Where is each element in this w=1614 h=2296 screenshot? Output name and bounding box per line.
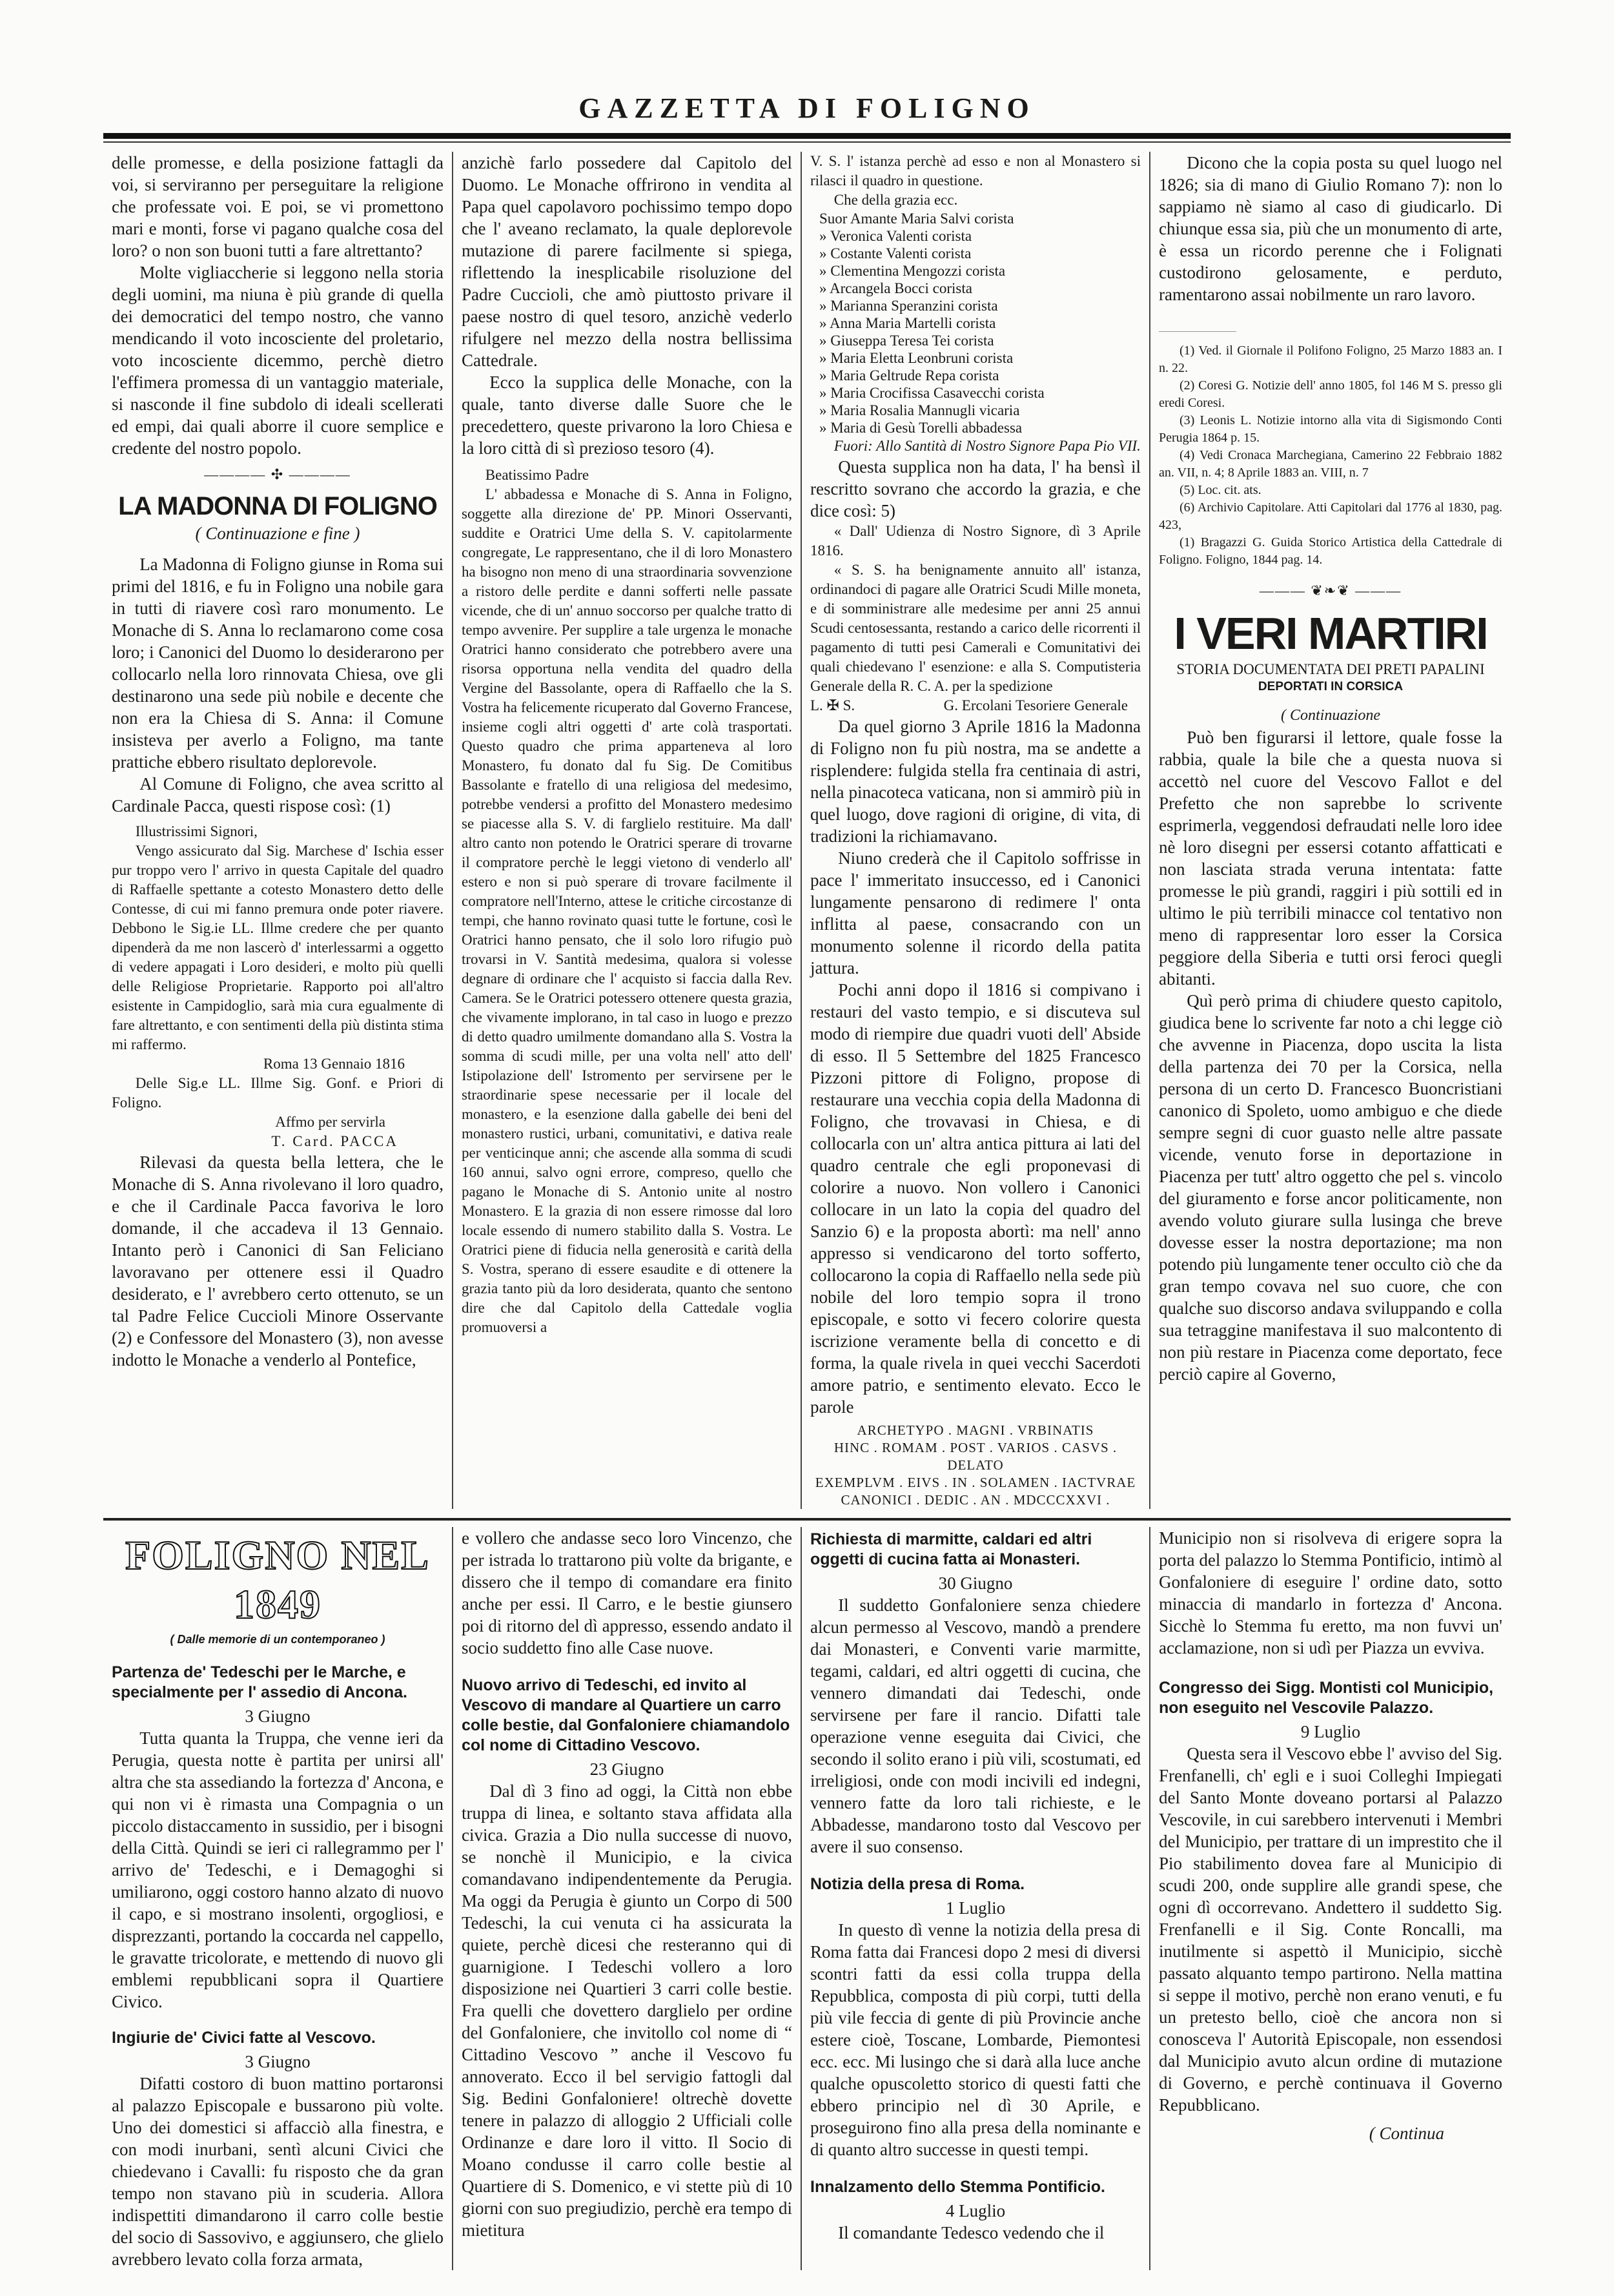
letter-body: Vengo assicurato dal Sig. Marchese d' Ischia esser pur troppo vero l' arrivo in questa Capitale del quadro di Raffaelle spettante a cotesto Monastero detto delle Contesse, di cui mi fanno premura onde poter riavere. Debbono le Sig.ie LL. Illme credere che per quanto dipenderà da me non lascerò d' interlessarmi a oggetto di vedere appagati i Loro desideri, e molto più quelli delle Religiose Proprietarie. Rapporto poi all'altro esistente in Campidoglio, sarà mia cura egualmente di fare altrettanto, e con sentimenti della più distinta stima mi raffermo. [112, 843, 444, 1052]
chronicle-subtitle: ( Dalle memorie di un contemporaneo ) [170, 1633, 385, 1646]
inscription-line: HINC . ROMAM . POST . VARIOS . CASVS . DELATO [833, 1440, 1118, 1473]
lower-section [103, 1527, 1511, 2270]
signatory: » Maria Geltrude Repa corista [819, 367, 999, 384]
section-heading: Notizia della presa di Roma. [810, 1875, 1025, 1893]
section-date: 9 Luglio [1300, 1722, 1361, 1741]
inscription [810, 1422, 1141, 1509]
section-heading: Nuovo arrivo di Tedeschi, ed invito al Vescovo di mandare al Quartiere un carro colle bestie, dal Gonfaloniere chiamandolo col nome di Cittadino Vescovo. [462, 1676, 790, 1754]
letter-signature: T. Card. PACCA [271, 1133, 398, 1149]
section-heading: Innalzamento dello Stemma Pontificio. [810, 2178, 1106, 2196]
masthead-rule-thin [103, 141, 1511, 143]
signatories-list [810, 210, 1141, 436]
masthead-rule [103, 133, 1511, 139]
masthead-title: GAZZETTA DI FOLIGNO [578, 92, 1036, 124]
article-heading: I VERI MARTIRI [1174, 608, 1487, 659]
article-subheading: ( Continuazione e fine ) [195, 524, 360, 543]
paragraph: Rilevasi da questa bella lettera, che le Monache di S. Anna rivolevano il loro quadro, e che il Cardinale Pacca favoriva le loro domande, il che accadeva il 13 Gennaio. Intanto però i Canonici di San Feliciano lavoravano per ottenere essi il Quadro desiderato, e l' avrebbero certo ottenuto, se un tal Padre Felice Cuccioli Minore Osservante (2) e Confessore del Monastero (3), non avesse indotto le Monache a venderlo al Pontefice, [112, 1153, 444, 1369]
letter-salutation: Illustrissimi Signori, [135, 823, 258, 839]
letter-closing: Affmo per servirla [275, 1114, 385, 1130]
section-heading: Partenza de' Tedeschi per le Marche, e specialmente per l' assedio di Ancona. [112, 1663, 407, 1701]
footnote: (1) Bragazzi G. Guida Storico Artistica della Cattedrale di Foligno. Foligno, 1844 pag. 14. [1159, 535, 1502, 567]
signatory: » Maria Rosalia Mannugli vicaria [819, 402, 1020, 418]
signatory: » Maria Crocifissa Casavecchi corista [819, 385, 1045, 401]
upper-section [103, 152, 1511, 1509]
section-date: 3 Giugno [245, 2052, 311, 2071]
rescript-line: « S. S. ha benignamente annuito all' istanza, ordinandoci di pagare alle Oratrici Scudi Mille moneta, e di somministrare alle medesime per anni 25 annui Scudi centosessanta, restando a carico delle ricorrenti il pagamento di tutti pesi Camerali e Comunitativi dei quali chiedevano l' esenzione: e alla S. Computisteria Generale della R. C. A. per la spedizione [810, 562, 1141, 694]
paragraph: Al Comune di Foligno, che avea scritto al Cardinale Pacca, questi rispose così: (1) [112, 774, 444, 815]
signatory: » Veronica Valenti corista [819, 228, 972, 244]
footnote: (2) Coresi G. Notizie dell' anno 1805, fol 146 M S. presso gli eredi Coresi. [1159, 378, 1502, 410]
chronicle-column-3 [801, 1527, 1149, 2270]
paragraph: In questo dì venne la notizia della presa di Roma fatta dai Francesi dopo 2 mesi di diversi scontri fatti da essi colla truppa della Repubblica, composta di più corpi, tutti della più vile feccia di gente di più Provincie anche estere cioè, Toscane, Lombarde, Piemontesi ecc. ecc. Mi lusingo che si darà alla luce anche qualche opuscoletto storico di questi fatti che ebbero principio nel dì 30 Aprile, e proseguirono fino alla presa della nominante e di quanto altro successe in questi tempi. [810, 1920, 1141, 2159]
signatory: » Maria Eletta Leonbruni corista [819, 350, 1014, 366]
article-column-3 [801, 152, 1149, 1509]
article-column-1 [103, 152, 452, 1509]
section-date: 30 Giugno [938, 1573, 1013, 1593]
paragraph: Difatti costoro di buon mattino portaronsi al palazzo Episcopale e bussarono più volte. Uno dei domestici si affacciò alla finestra, e con modi inurbani, sentì alcuni Civici che chiedevano i Cavalli: fu risposto che da gran tempo non stavano più in scuderia. Allora indispettiti dimandarono il carro colle bestie del socio di Sassovivo, e aggiunsero, che glielo avrebbero levato colla forza armata, [112, 2074, 444, 2269]
paragraph: La Madonna di Foligno giunse in Roma sui primi del 1816, e fu in Foligno una nobile gara in tutti di riavere così raro monumento. Le Monache di S. Anna lo reclamarono come cosa loro; i Canonici del Duomo lo desiderarono per collocarlo nella loro rinnovata Chiesa, ove gli destinarono una sede più nobile e decente che non era la Chiesa di S. Anna: il Comune insisteva per averlo a Foligno, ma tante prattiche ebbero risultato deplorevole. [112, 555, 444, 772]
petition-body: L' abbadessa e Monache di S. Anna in Foligno, soggette alla direzione de' PP. Minori Osservanti, suddite e Oratrici Ume della S. V. capitolarmente congregate, Le rappresentano, che il di loro Monastero ha bisogno non meno di una straordinaria sovvenzione a ristoro delle perdite e danni sofferti nelle passate vicende, che di un' annuo soccorso per qualche tratto di tempo avvenire. Per supplire a tale urgenza le monache Oratrici hanno considerato che potrebbero avere una risorsa opportuna nella vendita del quadro della Vergine del Bassolante, opera di Raffaello che la S. Vostra ha felicemente ricuperato dal Governo Francese, insieme cogli altri oggetti d' arte colà trasportati. Questo quadro che prima apparteneva al loro Monastero, fu donato dal fu Sig. De Comitibus Bassolante e fratello di una religiosa del medesimo, potrebbe vendersi a profitto del Monastero medesimo se piacesse alla S. V. di farglielo restituire. Ma dall' altro canto non potendo le Oratrici sperare di trovarne il compratore perchè le leggi vietono di venderlo all' estero e non si può sperare di trovare facilmente il compratore nell'Interno, attese le critiche circostanze di tempi, che hanno rovinato quasi tutte le fortune, così le Oratrici hanno pensato, che il solo loro rifugio può trovarsi in V. Santità medesima, qualora si volesse degnare di ordinare che l' acquisto si faccia dalla Rev. Camera. Se le Oratrici potessero ottenere questa grazia, che vivamente implorano, in tal caso in luogo e prezzo di detto quadro umilmente domandano alla S. Vostra la somma di scudi mille, per una volta nell' atto dell' Istipolazione dell' Istromento per servirsene per le straordinarie spese necessarie per il locale del monastero, e la esenzione dalla gabelle dei beni del monastero rustici, urbani, comunitativi, e dativa reale per venticinque anni; che ascende alla somma di scudi 160 annui, salvo ogni errore, compreso, quello che pagano le Monache di S. Antonio unite al nostro Monastero. E la grazia di non essere rimosse dal loro locale essendo di numero stabilito dalla S. Vostra. Le Oratrici piene di fiducia nella generosità e carità della S. Vostra, sperano di essere esaudite e di ottenere la grazia tanto più da loro desiderata, quanto che sentono dire che dal Capitolo della Cattedale voglia promuoversi a [462, 486, 792, 1335]
ornament-divider: ———— ✣ ———— [204, 466, 351, 482]
chronicle-column-2 [452, 1527, 801, 2270]
section-date: 23 Giugno [589, 1759, 664, 1779]
inscription-line: ARCHETYPO . MAGNI . VRBINATIS [857, 1422, 1094, 1438]
petition-end: V. S. l' istanza perchè ad esso e non al Monastero si rilasci il quadro in questione. [810, 153, 1141, 189]
paragraph: anzichè farlo possedere dal Capitolo del Duomo. Le Monache offrirono in vendita al Papa quel capolavoro pochissimo tempo dopo che l' aveano reclamato, la quale deplorevole mutazione di parere facilmente si spiega, riflettendo la inesplicabile risoluzione del Padre Cuccioli, che amò piuttosto privare il paese nostro di quel tesoro, anzichè vederlo rifulgere nel mezzo della nostra bellissima Cattedrale. [462, 153, 792, 370]
paragraph: e vollero che andasse seco loro Vincenzo, che per istrada lo trattarono più volte da brigante, e dissero che il tempo di comandare era finito anche per essi. Il Carro, e le bestie giunsero poi di ritorno del dì appresso, essendo andato il socio suddetto fino alle Case nuove. [462, 1528, 792, 1657]
chronicle-column-1 [103, 1527, 452, 2270]
continued-note: ( Continua [1369, 2124, 1444, 2143]
paragraph: Dicono che la copia posta su quel luogo nel 1826; sia di mano di Giulio Romano 7): non lo sappiamo nè siamo al caso di giudicarlo. Di chiunque essa sia, più che un monumento di arte, è essa un ricordo perenne che i Folignati custodirono gelosamente, e perduto, ramentarono assai nobilmente un raro lavoro. [1159, 153, 1502, 304]
letter-address: Delle Sig.e LL. Illme Sig. Gonf. e Priori di Foligno. [112, 1075, 444, 1111]
inscription-line: EXEMPLVM . EIVS . IN . SOLAMEN . IACTVRAE [815, 1475, 1136, 1490]
footnote: (3) Leonis L. Notizie intorno alla vita di Sigismondo Conti Perugia 1864 p. 15. [1159, 413, 1502, 445]
paragraph: Ecco la supplica delle Monache, con la quale, tanto diverse dalle Suore che le precedettero, queste privarono la loro Chiesa e la loro città di sì prezioso tesoro (4). [462, 373, 792, 458]
footnote: (1) Ved. il Giornale il Polifono Foligno, 25 Marzo 1883 an. I n. 22. [1159, 343, 1502, 375]
section-heading: Richiesta di marmitte, caldari ed altri oggetti di cucina fatta ai Monasteri. [810, 1530, 1092, 1568]
section-date: 1 Luglio [945, 1898, 1006, 1918]
paragraph: Questa sera il Vescovo ebbe l' avviso del Sig. Frenfanelli, ch' egli e i suoi Colleghi Impiegati del Santo Monte doveano portarsi al Palazzo Vescovile, in cui sarebbero intervenuti i Membri del Municipio, per trattare di un imprestito che il Pio stabilimento dovea fare al Municipio di scudi 200, onde supplire alle grandi spese, che ogni dì occorrevano. Andettero il suddetto Sig. Frenfanelli e il Sig. Conte Roncalli, ma inutilmente si aspettò il Municipio, sicchè passato alquanto tempo partirono. Nella mattina si seppe il motivo, perchè non erano venuti, e fu un pretesto bello, cioè che ancora non si conosceva l' Autorità Episcopale, non essendosi dal Municipio avuto alcun ordine di mutazione di Governo, e perchè continuava il Governo Repubblicano. [1159, 1744, 1502, 2115]
paragraph: Da quel giorno 3 Aprile 1816 la Madonna di Foligno non fu più nostra, ma se andette a risplendere: fulgida stella fra centinaia di astri, nella pinacoteca vaticana, non si ammirò più in quel luogo, dove ragioni di origine, di vita, di tradizioni la richiamavano. [810, 717, 1141, 846]
paragraph: Niuno crederà che il Capitolo soffrisse in pace l' immeritato insuccesso, ed i Canonici lungamente pensarono di redimere l' onta inflitta al paese, consacrando con un monumento solenne il ricordo della patita jattura. [810, 848, 1141, 978]
paragraph: Molte vigliaccherie si leggono nella storia degli uomini, ma niuna è più grande di quella dei democratici del tempo nostro, che vanno mendicando il voto incosciente del proletario, voto incosciente dicemmo, perchè dietro l'effimera promessa di un vantaggio materiale, si nasconde il fine subdolo di ideali scellerati ed empi, dai quali aborre il cuore semplice e credente del nostro popolo. [112, 263, 444, 458]
signatory: » Anna Maria Martelli corista [819, 315, 996, 331]
signatory: » Marianna Speranzini corista [819, 298, 998, 314]
chronicle-column-4 [1149, 1527, 1511, 2270]
inscription-line: CANONICI . DEDIC . AN . MDCCCXXVI . [841, 1492, 1110, 1508]
section-heading: Congresso dei Sigg. Montisti col Municipio, non eseguito nel Vescovile Palazzo. [1159, 1679, 1494, 1717]
signatory: Suor Amante Maria Salvi corista [819, 210, 1014, 227]
paragraph: Può ben figurarsi il lettore, quale fosse la rabbia, quale la bile che a questa nuova si accettò nel cuore del Vescovo Fallot e del Prefetto che non saprebbe lo scrivente esprimerla, veggendosi defraudati nelle loro idee nè loro disegni per essersi cotanto affatticati e non lasciata strada veruna intentata: fatte promesse le più grandi, raggiri i più sottili ed in ultimo le più terribili minacce col tentativo non meno di rappresentar loro esser la Corsica peggiore della Siberia e tutti orsi feroci quegli abitanti. [1159, 728, 1502, 989]
paragraph: Questa supplica non ha data, l' ha bensì il rescritto sovrano che accordo la grazia, e che dice così: 5) [810, 457, 1141, 520]
article-heading: LA MADONNA DI FOLIGNO [118, 492, 437, 520]
rescript-line: « Dall' Udienza di Nostro Signore, dì 3 Aprile 1816. [810, 523, 1141, 559]
letter-date: Roma 13 Gennaio 1816 [263, 1056, 405, 1072]
continuation-note: ( Continuazione [1281, 707, 1380, 724]
footnote: (4) Vedi Cronaca Marchegiana, Camerino 22 Febbraio 1882 an. VII, n. 4; 8 Aprile 1883 an. VIII, n. 7 [1159, 448, 1502, 480]
paragraph: Dal dì 3 fino ad oggi, la Città non ebbe truppa di linea, e soltanto stava affidata alla civica. Grazia a Dio nulla successe di nuovo, se nonchè il Municipio, e la civica comandavano indipendentemente da Perugia. Ma oggi da Perugia è giunto un Corpo di 500 Tedeschi, la cui venuta ci ha assicurata la quiete, perchè dicesi che resteranno qui di guarnigione. I Tedeschi vollero a loro disposizione nei Quartieri 3 carri colle bestie. Fra quelli che dovettero darglielo per ordine del Gonfaloniere, che invitollo col nome di “ Cittadino Vescovo ” anche il Vescovo fu annoverato. Ecco il bel servigio fattogli dal Sig. Bedini Gonfaloniere! oltrechè dovette tenere in palazzo di alloggio 2 Ufficiali colle Ordinanze e dare loro il vitto. Il Socio di Moano condusse il carro colle bestie al Quartiere di S. Domenico, e vi stette più di 10 giorni con suo pregiudizio, perchè era tempo di mietitura [462, 1781, 792, 2240]
signatory: » Costante Valenti corista [819, 245, 972, 261]
petition-formula: Che della grazia ecc. [833, 192, 958, 208]
paragraph: Tutta quanta la Truppa, che venne ieri da Perugia, questa notte è partita per unirsi all' altra che sta assediando la fortezza d' Ancona, e qui non vi è rimasta una Compagnia o un piccolo distaccamento in sussidio, per i bisogni della Città. Quindi se ieri ci rallegrammo per l' arrivo de' Tedeschi, e i Demagoghi si umiliarono, oggi costoro hanno alzato di nuovo il capo, e si mostrano insolenti, orgogliosi, e disprezzanti, portando la coccarda nel cappello, le gravatte tricolorate, e mettendo di nuovo gli emblemi repubblicani sopra il Quartiere Civico. [112, 1728, 444, 2011]
paragraph: Pochi anni dopo il 1816 si compivano i restauri del vasto tempio, e si discuteva sul modo di riempire due quadri vuoti dell' Abside di esso. Il 5 Settembre del 1825 Francesco Pizzoni pittore di Foligno, propose di restaurare una vecchia copia della Madonna di Foligno, che trovavasi in Chiesa, e di collocarla con un' altra antica pittura ai lati del quadro centrale che egli proponevasi di colorire a nuovo. Non vollero i Canonici collocare in un lato la copia del quadro del Sanzio 6) e la proposta abortì: ma nell' anno appresso si vendicarono del torto sofferto, collocarono la copia di Raffaello nella sede più nobile del loro tempio sopra il trono episcopale, e sotto vi fecero colorire questa iscrizione veramente bella di concetto e di forma, la quale rivela in quei vecchi Sacerdoti amore patrio, e sentimento elevato. Ecco le parole [810, 980, 1141, 1417]
article-column-2 [452, 152, 801, 1509]
article-column-4 [1149, 152, 1511, 1509]
rescript-signature: G. Ercolani Tesoriere Generale [943, 697, 1128, 713]
paragraph: delle promesse, e della posizione fattagli da voi, si serviranno per perseguitare la religione che professate voi. E poi, se vi promettono mari e monti, forse vi pagano qualche cosa del loro? o non son buoni tutti a fare altrettanto? [112, 153, 444, 260]
section-date: 4 Luglio [945, 2201, 1006, 2220]
signatory: » Giuseppa Teresa Tei corista [819, 333, 994, 349]
section-divider [103, 1518, 1511, 1521]
paragraph: Municipio non si risolveva di erigere sopra la porta del palazzo lo Stemma Pontificio, intimò al Gonfaloniere di eseguire l' ordine dato, sotto minaccia di mandarlo in fortezza d' Ancona. Sicchè lo Stemma fu eretto, ma non fuvvi un' acclamazione, non si udì per Piazza un evviva. [1159, 1528, 1502, 1657]
footnote: (5) Loc. cit. ats. [1180, 483, 1262, 497]
article-subheading: STORIA DOCUMENTATA DEI PRETI PAPALINI [1176, 661, 1485, 677]
paragraph: Il comandante Tedesco vedendo che il [838, 2223, 1105, 2242]
signatory: » Maria di Gesù Torelli abbadessa [819, 420, 1023, 436]
chronicle-title: FOLIGNO NEL 1849 [125, 1532, 430, 1627]
footnotes [1159, 342, 1502, 569]
signatory: » Clementina Mengozzi corista [819, 263, 1006, 279]
footnote: (6) Archivio Capitolare. Atti Capitolari dal 1776 al 1830, pag. 423, [1159, 500, 1502, 532]
rescript-seal: L. ✠ S. [810, 697, 855, 713]
section-date: 3 Giugno [245, 1707, 311, 1726]
petition-address: Fuori: Allo Santità di Nostro Signore Papa Pio VII. [833, 438, 1141, 454]
section-heading: Ingiurie de' Civici fatte al Vescovo. [112, 2029, 376, 2047]
article-subheading: DEPORTATI IN CORSICA [1258, 680, 1404, 693]
paragraph: Il suddetto Gonfaloniere senza chiedere alcun permesso al Vescovo, mandò a prendere dai Monasteri, e Conventi varie marmitte, tegami, caldari, ed altri oggetti di cucina, che vennero dimandati dai Tedeschi, onde servirsene per fare il rancio. Difatti tale operazione venne eseguita dai Civici, che secondo il solito erano i più vili, scostumati, ed irreligiosi, onde con modi incivili ed indegni, vennero fatte da loro tali richieste, e le Abbadesse, mandarono tosto dal Vescovo per avere il suo consenso. [810, 1595, 1141, 1856]
signatory: » Arcangela Bocci corista [819, 280, 972, 296]
ornament-divider: ——— ❦❧❦ ——— [1259, 582, 1402, 599]
petition-salutation: Beatissimo Padre [485, 467, 589, 483]
paragraph: Quì però prima di chiudere questo capitolo, giudica bene lo scrivente far noto a chi legge ciò che avvenne in Piacenza, dopo uscita la lista della partenza dei 70 per la Corsica, nella persona di un certo D. Francesco Buoncristiani canonico di Spoleto, uomo ambiguo e che diede sempre segni di cuor guasto nelle altre passate vicende, venuto forse in deportazione in Piacenza per tutt' altro oggetto che pel s. vincolo del giuramento e forse ancor politicamente, non avendo voluto giurare sulla lusinga che breve dovesse esser la nostra deportazione; ma non potendo più lungamente tener occulto ciò che da gran tempo covava nel suo cuore, che con qualche suo discorso andava sviluppando e colla sua tetraggine manifestava il suo malcontento di non più restare in Piacenza come deportato, fece perciò capire al Governo, [1159, 991, 1502, 1384]
